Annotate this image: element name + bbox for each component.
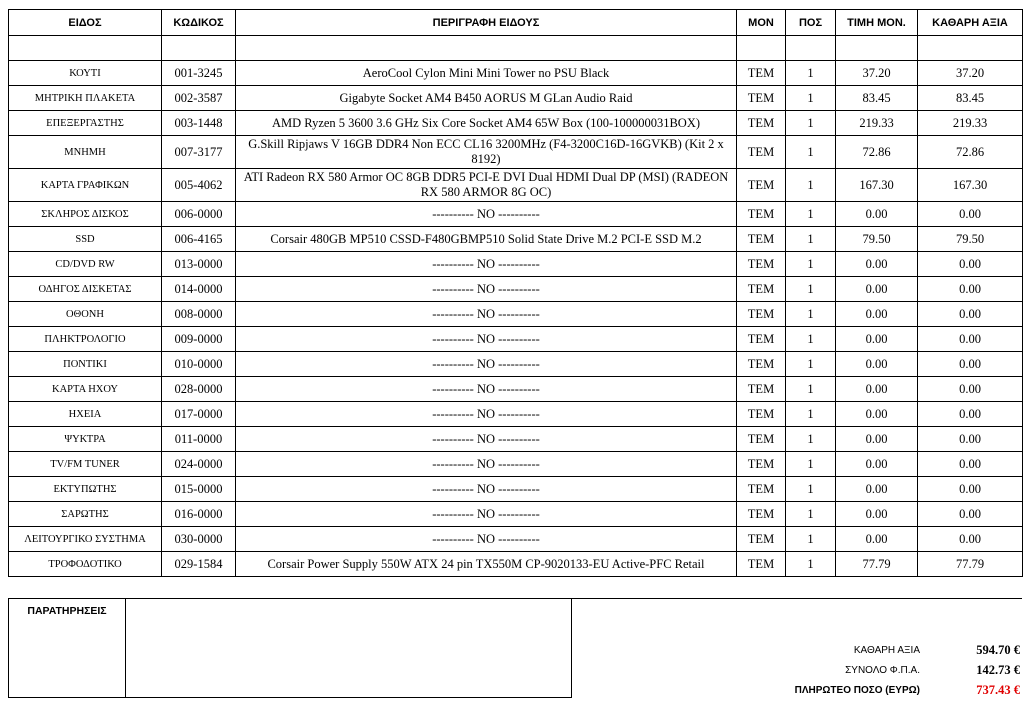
item-quantity: 1 <box>786 202 836 227</box>
table-row <box>9 552 1023 577</box>
item-net-value: 0.00 <box>918 327 1023 352</box>
item-quantity: 1 <box>786 452 836 477</box>
item-kind: CD/DVD RW <box>9 252 162 277</box>
item-kind: ΠΟΝΤΙΚΙ <box>9 352 162 377</box>
blank-cell <box>236 36 737 61</box>
item-unit: TEM <box>737 277 786 302</box>
item-net-value: 0.00 <box>918 452 1023 477</box>
vat-total-row <box>580 660 1022 680</box>
item-unit: TEM <box>737 61 786 86</box>
payable-total-row <box>580 680 1022 700</box>
item-unit: TEM <box>737 111 786 136</box>
item-quantity: 1 <box>786 327 836 352</box>
item-unit-price: 0.00 <box>836 252 918 277</box>
net-total-label: ΚΑΘΑΡΗ ΑΞΙΑ <box>853 644 920 656</box>
item-unit: TEM <box>737 377 786 402</box>
item-quantity: 1 <box>786 377 836 402</box>
item-code: 011-0000 <box>162 427 236 452</box>
item-unit: TEM <box>737 352 786 377</box>
item-unit-price: 0.00 <box>836 302 918 327</box>
item-quantity: 1 <box>786 402 836 427</box>
item-kind: ΛΕΙΤΟΥΡΓΙΚΟ ΣΥΣΤΗΜΑ <box>9 527 162 552</box>
item-unit: TEM <box>737 136 786 169</box>
item-kind: ΣΑΡΩΤΗΣ <box>9 502 162 527</box>
item-unit-price: 0.00 <box>836 427 918 452</box>
item-unit: TEM <box>737 427 786 452</box>
item-kind: ΚΑΡΤΑ ΗΧΟΥ <box>9 377 162 402</box>
item-kind: ΕΚΤΥΠΩΤΗΣ <box>9 477 162 502</box>
item-description: ---------- NO ---------- <box>236 527 737 552</box>
col-header-description: ΠΕΡΙΓΡΑΦΗ ΕΙΔΟΥΣ <box>236 10 737 36</box>
item-quantity: 1 <box>786 552 836 577</box>
item-net-value: 0.00 <box>918 477 1023 502</box>
item-code: 014-0000 <box>162 277 236 302</box>
item-unit-price: 72.86 <box>836 136 918 169</box>
item-unit-price: 0.00 <box>836 202 918 227</box>
item-unit-price: 0.00 <box>836 277 918 302</box>
item-description: ---------- NO ---------- <box>236 452 737 477</box>
item-code: 010-0000 <box>162 352 236 377</box>
item-net-value: 0.00 <box>918 502 1023 527</box>
item-unit-price: 219.33 <box>836 111 918 136</box>
item-kind: ΗΧΕΙΑ <box>9 402 162 427</box>
table-row <box>9 227 1023 252</box>
item-kind: ΜΝΗΜΗ <box>9 136 162 169</box>
item-kind: ΟΘΟΝΗ <box>9 302 162 327</box>
totals-block <box>580 640 1022 700</box>
item-quantity: 1 <box>786 136 836 169</box>
col-header-unit-price: ΤΙΜΗ ΜΟΝ. <box>836 10 918 36</box>
item-unit-price: 79.50 <box>836 227 918 252</box>
table-row <box>9 352 1023 377</box>
item-unit: TEM <box>737 202 786 227</box>
col-header-kind: ΕΙΔΟΣ <box>9 10 162 36</box>
item-quantity: 1 <box>786 61 836 86</box>
item-code: 015-0000 <box>162 477 236 502</box>
col-header-code: ΚΩΔΙΚΟΣ <box>162 10 236 36</box>
item-description: ---------- NO ---------- <box>236 402 737 427</box>
item-kind: ΕΠΕΞΕΡΓΑΣΤΗΣ <box>9 111 162 136</box>
net-total-row <box>580 640 1022 660</box>
item-quantity: 1 <box>786 277 836 302</box>
payable-total-label: ΠΛΗΡΩΤΕΟ ΠΟΣΟ (ΕΥΡΩ) <box>794 684 920 696</box>
item-net-value: 0.00 <box>918 527 1023 552</box>
vat-total-value: 142.73 € <box>976 662 1020 677</box>
item-code: 009-0000 <box>162 327 236 352</box>
blank-cell <box>9 36 162 61</box>
item-unit-price: 0.00 <box>836 377 918 402</box>
item-net-value: 83.45 <box>918 86 1023 111</box>
item-description: Corsair 480GB MP510 CSSD-F480GBMP510 Solid State Drive M.2 PCI-E SSD M.2 <box>236 227 737 252</box>
item-unit-price: 0.00 <box>836 502 918 527</box>
item-net-value: 0.00 <box>918 402 1023 427</box>
item-net-value: 77.79 <box>918 552 1023 577</box>
item-description: ---------- NO ---------- <box>236 202 737 227</box>
item-quantity: 1 <box>786 252 836 277</box>
item-code: 001-3245 <box>162 61 236 86</box>
item-net-value: 79.50 <box>918 227 1023 252</box>
item-unit-price: 0.00 <box>836 402 918 427</box>
blank-row <box>9 36 1023 61</box>
item-unit: TEM <box>737 402 786 427</box>
col-header-net-value: ΚΑΘΑΡΗ ΑΞΙΑ <box>918 10 1023 36</box>
item-net-value: 0.00 <box>918 352 1023 377</box>
item-unit-price: 37.20 <box>836 61 918 86</box>
item-unit: TEM <box>737 477 786 502</box>
item-quantity: 1 <box>786 111 836 136</box>
item-kind: ΚΟΥΤΙ <box>9 61 162 86</box>
item-kind: SSD <box>9 227 162 252</box>
item-net-value: 0.00 <box>918 302 1023 327</box>
item-code: 003-1448 <box>162 111 236 136</box>
item-code: 007-3177 <box>162 136 236 169</box>
item-kind: ΨΥΚΤΡΑ <box>9 427 162 452</box>
item-code: 013-0000 <box>162 252 236 277</box>
item-net-value: 0.00 <box>918 202 1023 227</box>
totals-divider <box>572 598 1022 599</box>
item-kind: ΤΡΟΦΟΔΟΤΙΚΟ <box>9 552 162 577</box>
items-table <box>8 9 1023 577</box>
item-unit: TEM <box>737 169 786 202</box>
table-row <box>9 302 1023 327</box>
item-unit: TEM <box>737 252 786 277</box>
table-row <box>9 252 1023 277</box>
item-unit: TEM <box>737 502 786 527</box>
item-code: 017-0000 <box>162 402 236 427</box>
item-description: ---------- NO ---------- <box>236 277 737 302</box>
item-kind: ΣΚΛΗΡΟΣ ΔΙΣΚΟΣ <box>9 202 162 227</box>
item-quantity: 1 <box>786 352 836 377</box>
item-unit-price: 167.30 <box>836 169 918 202</box>
item-kind: ΜΗΤΡΙΚΗ ΠΛΑΚΕΤΑ <box>9 86 162 111</box>
item-unit: TEM <box>737 227 786 252</box>
item-net-value: 0.00 <box>918 252 1023 277</box>
blank-cell <box>836 36 918 61</box>
item-net-value: 0.00 <box>918 427 1023 452</box>
item-code: 028-0000 <box>162 377 236 402</box>
item-kind: TV/FM TUNER <box>9 452 162 477</box>
table-row <box>9 136 1023 169</box>
item-code: 030-0000 <box>162 527 236 552</box>
item-unit: TEM <box>737 552 786 577</box>
table-row <box>9 527 1023 552</box>
item-net-value: 72.86 <box>918 136 1023 169</box>
table-row <box>9 452 1023 477</box>
item-net-value: 219.33 <box>918 111 1023 136</box>
table-row <box>9 477 1023 502</box>
item-unit-price: 0.00 <box>836 452 918 477</box>
table-row <box>9 502 1023 527</box>
item-description: Corsair Power Supply 550W ATX 24 pin TX550M CP-9020133-EU Active-PFC Retail <box>236 552 737 577</box>
item-quantity: 1 <box>786 169 836 202</box>
blank-cell <box>786 36 836 61</box>
item-code: 024-0000 <box>162 452 236 477</box>
table-row <box>9 202 1023 227</box>
item-description: ---------- NO ---------- <box>236 502 737 527</box>
col-header-quantity: ΠΟΣ <box>786 10 836 36</box>
net-total-value: 594.70 € <box>976 642 1020 657</box>
remarks-box <box>8 598 572 698</box>
table-row <box>9 427 1023 452</box>
blank-cell <box>737 36 786 61</box>
item-quantity: 1 <box>786 302 836 327</box>
item-description: ---------- NO ---------- <box>236 252 737 277</box>
item-code: 006-4165 <box>162 227 236 252</box>
item-net-value: 37.20 <box>918 61 1023 86</box>
item-code: 008-0000 <box>162 302 236 327</box>
item-unit-price: 0.00 <box>836 327 918 352</box>
item-unit: TEM <box>737 86 786 111</box>
item-kind: ΠΛΗΚΤΡΟΛΟΓΙΟ <box>9 327 162 352</box>
item-unit-price: 77.79 <box>836 552 918 577</box>
item-code: 029-1584 <box>162 552 236 577</box>
table-row <box>9 327 1023 352</box>
item-net-value: 167.30 <box>918 169 1023 202</box>
item-unit-price: 83.45 <box>836 86 918 111</box>
item-description: ---------- NO ---------- <box>236 327 737 352</box>
remarks-label: ΠΑΡΑΤΗΡΗΣΕΙΣ <box>9 599 126 697</box>
table-row <box>9 111 1023 136</box>
vat-total-label: ΣΥΝΟΛΟ Φ.Π.Α. <box>845 664 920 676</box>
item-quantity: 1 <box>786 527 836 552</box>
item-description: G.Skill Ripjaws V 16GB DDR4 Non ECC CL16 3200MHz (F4-3200C16D-16GVKB) (Kit 2 x 8192) <box>236 136 737 169</box>
table-row <box>9 169 1023 202</box>
item-net-value: 0.00 <box>918 377 1023 402</box>
item-description: AMD Ryzen 5 3600 3.6 GHz Six Core Socket AM4 65W Box (100-100000031BOX) <box>236 111 737 136</box>
item-code: 005-4062 <box>162 169 236 202</box>
item-description: ATI Radeon RX 580 Armor OC 8GB DDR5 PCI-E DVI Dual HDMI Dual DP (MSI) (RADEON RX 580 ARMOR 8G OC) <box>236 169 737 202</box>
item-unit: TEM <box>737 302 786 327</box>
item-description: AeroCool Cylon Mini Mini Tower no PSU Black <box>236 61 737 86</box>
item-quantity: 1 <box>786 227 836 252</box>
item-unit-price: 0.00 <box>836 352 918 377</box>
item-unit-price: 0.00 <box>836 527 918 552</box>
item-net-value: 0.00 <box>918 277 1023 302</box>
item-quantity: 1 <box>786 86 836 111</box>
item-unit: TEM <box>737 327 786 352</box>
item-code: 016-0000 <box>162 502 236 527</box>
item-quantity: 1 <box>786 477 836 502</box>
item-code: 002-3587 <box>162 86 236 111</box>
item-description: ---------- NO ---------- <box>236 477 737 502</box>
payable-total-value: 737.43 € <box>976 682 1020 697</box>
item-description: Gigabyte Socket AM4 B450 AORUS M GLan Audio Raid <box>236 86 737 111</box>
table-row <box>9 61 1023 86</box>
header-row <box>9 10 1023 36</box>
item-unit-price: 0.00 <box>836 477 918 502</box>
table-row <box>9 86 1023 111</box>
blank-cell <box>918 36 1023 61</box>
item-description: ---------- NO ---------- <box>236 302 737 327</box>
item-quantity: 1 <box>786 502 836 527</box>
item-unit: TEM <box>737 452 786 477</box>
item-description: ---------- NO ---------- <box>236 352 737 377</box>
blank-cell <box>162 36 236 61</box>
table-row <box>9 402 1023 427</box>
table-row <box>9 377 1023 402</box>
item-kind: ΚΑΡΤΑ ΓΡΑΦΙΚΩΝ <box>9 169 162 202</box>
item-kind: ΟΔΗΓΟΣ ΔΙΣΚΕΤΑΣ <box>9 277 162 302</box>
item-unit: TEM <box>737 527 786 552</box>
table-row <box>9 277 1023 302</box>
col-header-unit: ΜΟΝ <box>737 10 786 36</box>
item-code: 006-0000 <box>162 202 236 227</box>
item-description: ---------- NO ---------- <box>236 427 737 452</box>
item-quantity: 1 <box>786 427 836 452</box>
item-description: ---------- NO ---------- <box>236 377 737 402</box>
